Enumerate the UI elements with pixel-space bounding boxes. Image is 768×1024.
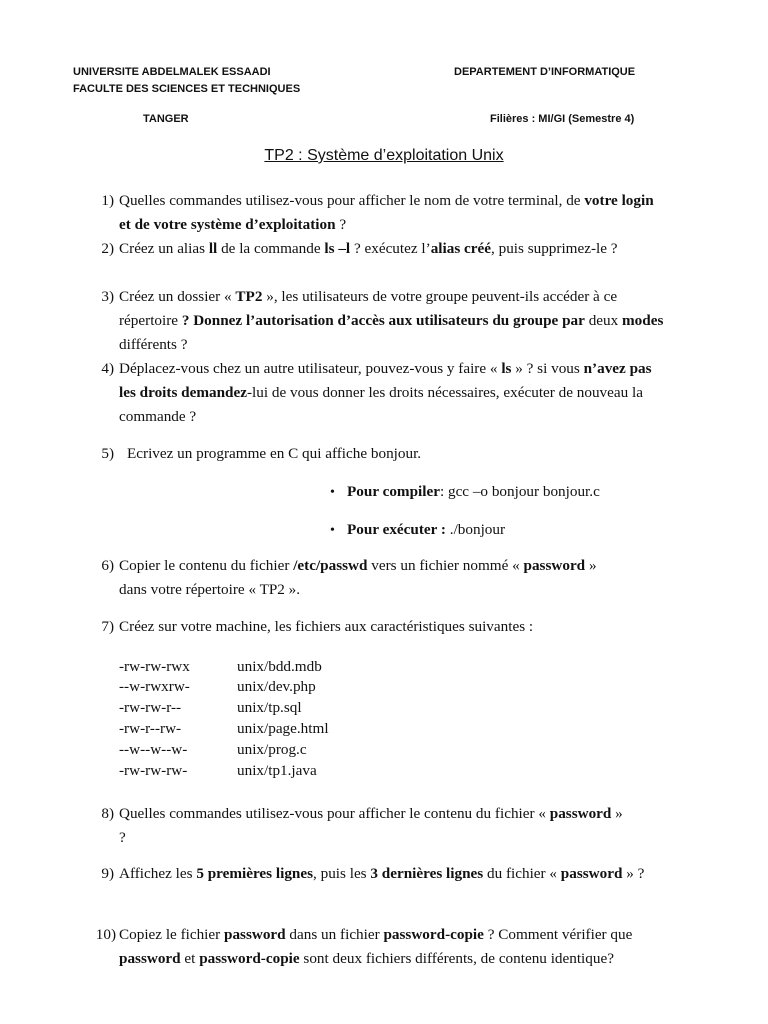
file-mode: -rw-rw-rwx xyxy=(119,658,190,675)
question-text xyxy=(119,923,664,971)
bullet-compile xyxy=(330,480,600,505)
question-number: 3) xyxy=(101,288,114,305)
question-text xyxy=(119,615,668,639)
file-row xyxy=(119,740,307,761)
text-run: Quelles commandes utilisez-vous pour afficher le contenu du fichier « xyxy=(119,805,550,822)
file-row xyxy=(119,719,329,740)
text-run: vers un fichier nommé « xyxy=(367,557,524,574)
command-text: ./bonjour xyxy=(445,521,506,538)
command-text: gcc –o bonjour bonjour.c xyxy=(444,483,600,500)
text-run: Créez un dossier « xyxy=(119,288,236,305)
text-run: Affichez les xyxy=(119,865,197,882)
text-run: Déplacez-vous chez un autre utilisateur, pouvez-vous y faire « xyxy=(119,360,502,377)
bold-run: password xyxy=(549,805,612,822)
text-run: Copier le contenu du fichier xyxy=(119,557,294,574)
department-name: DEPARTEMENT D’INFORMATIQUE xyxy=(454,66,636,78)
question-text xyxy=(119,554,628,602)
file-row xyxy=(119,677,316,698)
bold-run: /etc/passwd xyxy=(293,557,368,574)
text-run: » ? xyxy=(622,865,645,882)
file-path: unix/prog.c xyxy=(237,741,307,758)
bold-run: password xyxy=(224,926,286,943)
question-text xyxy=(119,862,668,886)
bold-run: 5 premières lignes xyxy=(196,865,314,882)
bullet-icon: • xyxy=(330,485,335,500)
file-path: unix/dev.php xyxy=(237,678,316,695)
bullet-icon: • xyxy=(330,523,335,538)
question-text xyxy=(119,357,668,429)
bold-run: ls –l xyxy=(324,240,351,257)
city-name: TANGER xyxy=(143,113,189,125)
bold-run: 3 dernières lignes xyxy=(370,865,484,882)
bold-run: n’avez pas les droits demandez xyxy=(119,360,652,401)
file-mode: -rw-rw-rw- xyxy=(119,762,188,779)
text-run: deux xyxy=(584,312,623,329)
bold-run: password-copie xyxy=(383,926,484,943)
text-run: et xyxy=(180,950,200,967)
text-run: -lui de vous donner les droits nécessaires, exécuter de nouveau la commande ? xyxy=(119,384,643,425)
file-row xyxy=(119,657,322,678)
question-text xyxy=(127,442,668,466)
bold-run: password xyxy=(560,865,623,882)
page-title: TP2 : Système d’exploitation Unix xyxy=(264,147,504,164)
text-run: Copiez le fichier xyxy=(119,926,224,943)
question-text xyxy=(119,802,628,850)
bold-run: ll xyxy=(208,240,218,257)
bold-run: password xyxy=(119,950,181,967)
question-text xyxy=(119,189,668,237)
text-run: de la commande xyxy=(217,240,325,257)
text-run: différents ? xyxy=(119,336,188,353)
file-path: unix/tp1.java xyxy=(237,762,317,779)
text-run: dans un fichier xyxy=(285,926,384,943)
text-run: Quelles commandes utilisez-vous pour afficher le nom de votre terminal, de xyxy=(119,192,585,209)
text-run: , puis supprimez-le ? xyxy=(491,240,618,257)
text-run: , puis les xyxy=(313,865,371,882)
file-path: unix/bdd.mdb xyxy=(237,658,322,675)
question-number: 4) xyxy=(101,360,114,377)
file-mode: --w-rwxrw- xyxy=(119,678,190,695)
text-run: » ? xyxy=(119,805,623,846)
bold-run: ls xyxy=(501,360,512,377)
bold-run: password-copie xyxy=(199,950,300,967)
text-run: Créez sur votre machine, les fichiers aux caractéristiques suivantes : xyxy=(119,618,534,635)
file-row xyxy=(119,698,302,719)
text-run: » ? si vous xyxy=(511,360,584,377)
text-run: : xyxy=(439,483,445,500)
text-run: ? xyxy=(335,216,347,233)
question-text xyxy=(119,237,668,261)
file-row xyxy=(119,761,317,782)
text-run: », les utilisateurs de votre groupe peuvent-ils accéder à ce répertoire xyxy=(119,288,618,329)
question-number: 5) xyxy=(101,445,114,462)
text-run: Ecrivez un programme en C qui affiche bonjour. xyxy=(127,445,422,462)
file-mode: -rw-rw-r-- xyxy=(119,699,182,716)
question-number: 8) xyxy=(101,805,114,822)
bold-run: TP2 xyxy=(235,288,263,305)
file-mode: -rw-r--rw- xyxy=(119,720,182,737)
question-number: 9) xyxy=(101,865,114,882)
university-name: UNIVERSITE ABDELMALEK ESSAADI xyxy=(73,66,271,78)
file-path: unix/tp.sql xyxy=(237,699,302,716)
text-run: » dans votre répertoire « TP2 ». xyxy=(119,557,597,598)
bold-run: Pour compiler xyxy=(347,483,440,500)
question-number: 10) xyxy=(95,926,116,943)
question-number: 6) xyxy=(101,557,114,574)
bold-run: ? Donnez l’autorisation d’accès aux utilisateurs du groupe par xyxy=(181,312,585,329)
bold-run: password xyxy=(523,557,586,574)
text-run: ? Comment vérifier que xyxy=(483,926,633,943)
question-number: 1) xyxy=(101,192,114,209)
faculty-name: FACULTE DES SCIENCES ET TECHNIQUES xyxy=(73,83,301,95)
filieres-label: Filières : MI/GI (Semestre 4) xyxy=(490,113,635,125)
bold-run: modes xyxy=(622,312,664,329)
question-number: 7) xyxy=(101,618,114,635)
text-run: du fichier « xyxy=(483,865,561,882)
file-mode: --w--w--w- xyxy=(119,741,188,758)
text-run: sont deux fichiers différents, de contenu identique? xyxy=(299,950,614,967)
text-run: Créez un alias xyxy=(119,240,209,257)
bold-run: alias créé xyxy=(430,240,491,257)
question-number: 2) xyxy=(101,240,114,257)
bullet-run xyxy=(330,518,505,543)
file-path: unix/page.html xyxy=(237,720,329,737)
question-text xyxy=(119,285,668,357)
bold-run: Pour exécuter : xyxy=(347,521,446,538)
text-run: ? exécutez l’ xyxy=(350,240,431,257)
bold-run: votre login et de votre système d’exploitation xyxy=(119,192,654,233)
